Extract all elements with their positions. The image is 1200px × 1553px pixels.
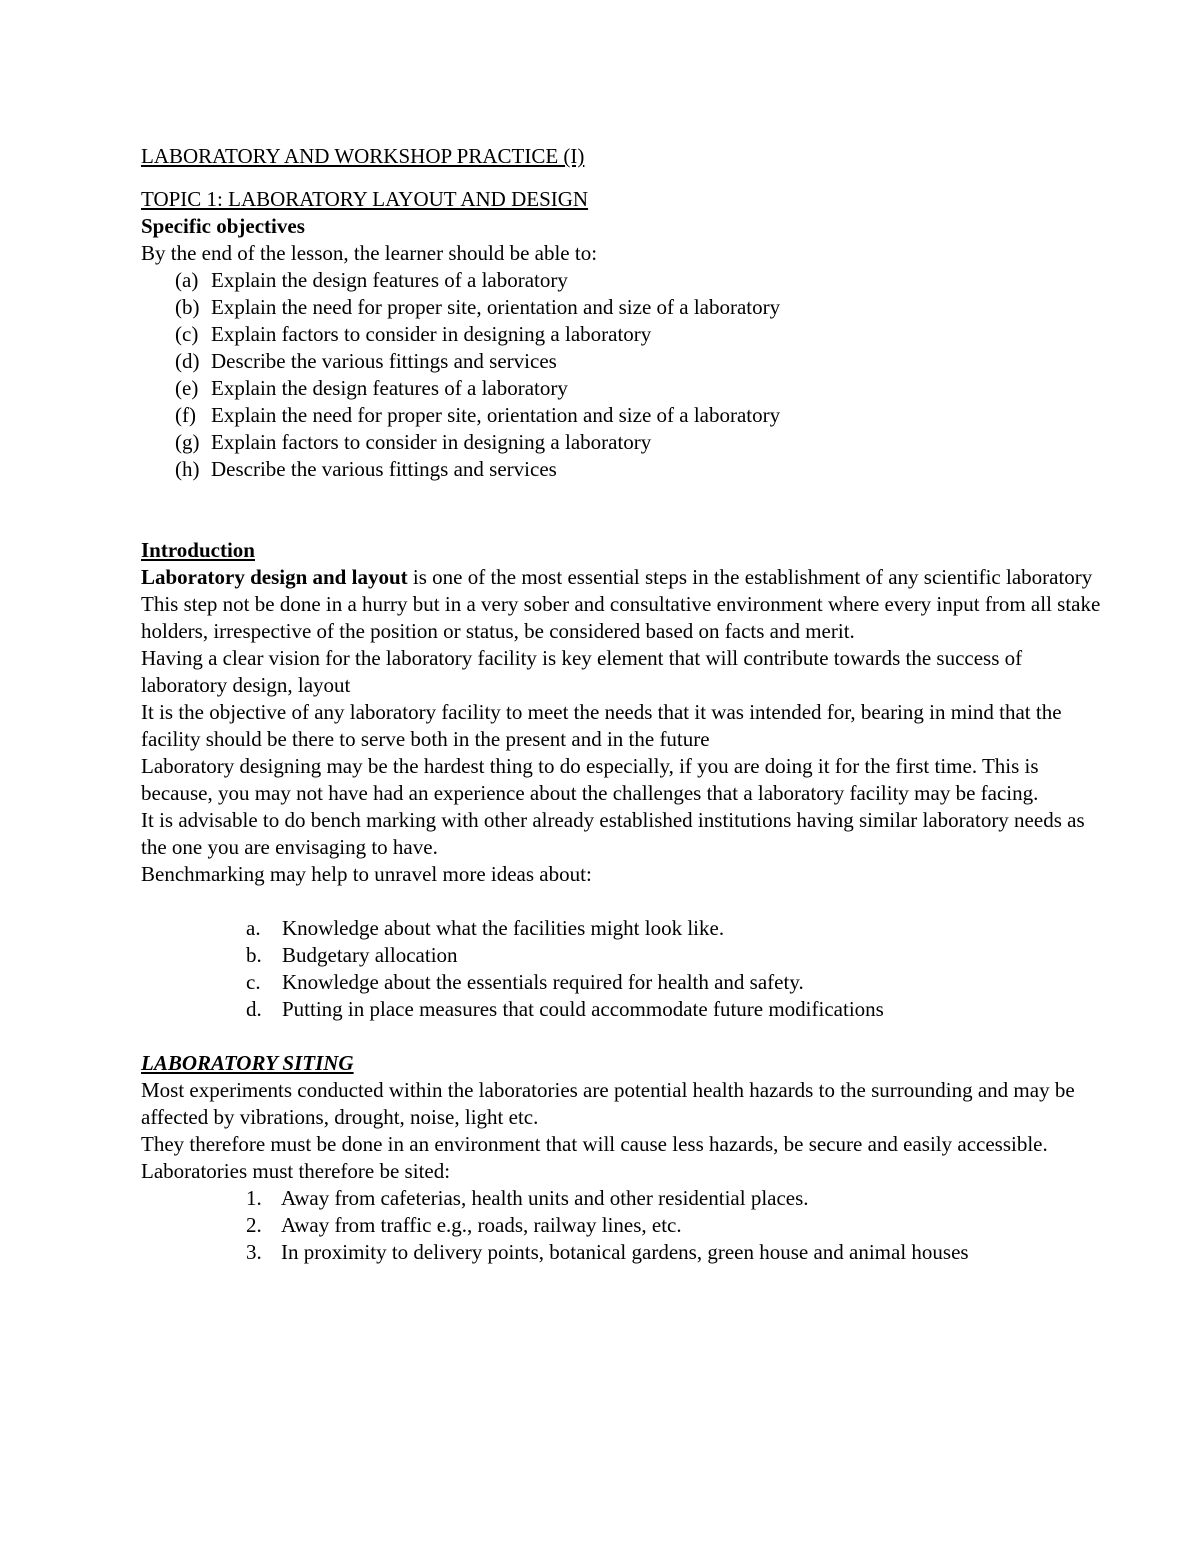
list-item-text: Explain the need for proper site, orientation and size of a laboratory (211, 295, 781, 319)
list-marker: (b) (175, 295, 200, 319)
list-item (141, 348, 1101, 375)
intro-lead-paragraph (141, 564, 1101, 591)
list-item (141, 267, 1101, 294)
list-item-text: Explain the need for proper site, orientation and size of a laboratory (211, 403, 781, 427)
list-marker: (a) (175, 268, 199, 292)
list-item-text: Putting in place measures that could accommodate future modifications (282, 997, 884, 1021)
list-item (141, 321, 1101, 348)
list-item-text: Describe the various fittings and services (211, 457, 557, 481)
topic-heading: TOPIC 1: LABORATORY LAYOUT AND DESIGN (141, 187, 589, 211)
intro-paragraph: It is the objective of any laboratory facility to meet the needs that it was intended for, bearing in mind that the facility should be there to serve both in the present and in the future (141, 700, 1062, 751)
intro-paragraph: Benchmarking may help to unravel more ideas about: (141, 862, 592, 886)
list-item (141, 402, 1101, 429)
siting-paragraph: Laboratories must therefore be sited: (141, 1159, 451, 1183)
list-item (141, 915, 1101, 942)
siting-paragraph: They therefore must be done in an environment that will cause less hazards, be secure and easily accessible. (141, 1132, 1048, 1156)
list-marker: a. (246, 916, 261, 940)
list-item (141, 1185, 1101, 1212)
list-item-text: Knowledge about the essentials required for health and safety. (282, 970, 804, 994)
document-title: LABORATORY AND WORKSHOP PRACTICE (I) (141, 144, 585, 168)
list-item (141, 942, 1101, 969)
list-item-text: Explain factors to consider in designing a laboratory (211, 322, 652, 346)
list-marker: d. (246, 997, 262, 1021)
list-item-text: Describe the various fittings and services (211, 349, 557, 373)
siting-list (141, 1185, 1101, 1266)
list-marker: (e) (175, 376, 199, 400)
list-item-text: Budgetary allocation (282, 943, 458, 967)
list-item (141, 294, 1101, 321)
list-marker: (c) (175, 322, 199, 346)
list-marker: (g) (175, 430, 200, 454)
introduction-heading: Introduction (141, 538, 255, 562)
intro-paragraph: Laboratory designing may be the hardest thing to do especially, if you are doing it for the first time. This is because, you may not have had an experience about the challenges that a laboratory facility may be facing. (141, 754, 1039, 805)
list-item-text: Explain factors to consider in designing a laboratory (211, 430, 652, 454)
intro-lead-bold: Laboratory design and layout (141, 565, 408, 589)
siting-paragraph: Most experiments conducted within the laboratories are potential health hazards to the surrounding and may be affected by vibrations, drought, noise, light etc. (141, 1078, 1075, 1129)
list-item-text: In proximity to delivery points, botanical gardens, green house and animal houses (281, 1240, 969, 1264)
list-marker: 1. (246, 1186, 262, 1210)
list-marker: (h) (175, 457, 200, 481)
siting-heading: LABORATORY SITING (141, 1051, 354, 1075)
list-item (141, 456, 1101, 483)
document-page (141, 143, 1101, 1266)
objectives-list (141, 267, 1101, 483)
benchmark-list (141, 915, 1101, 1023)
list-item-text: Explain the design features of a laboratory (211, 268, 568, 292)
list-marker: (f) (175, 403, 196, 427)
list-item (141, 429, 1101, 456)
intro-paragraph: Having a clear vision for the laboratory facility is key element that will contribute towards the success of laboratory design, layout (141, 646, 1023, 697)
list-item (141, 996, 1101, 1023)
list-marker: c. (246, 970, 261, 994)
intro-lead-text: is one of the most essential steps in the establishment of any scientific laboratory (407, 565, 1093, 589)
objectives-intro: By the end of the lesson, the learner should be able to: (141, 241, 598, 265)
list-item-text: Away from traffic e.g., roads, railway lines, etc. (281, 1213, 682, 1237)
intro-paragraph: It is advisable to do bench marking with other already established institutions having similar laboratory needs as the one you are envisaging to have. (141, 808, 1085, 859)
list-marker: b. (246, 943, 262, 967)
list-item-text: Explain the design features of a laboratory (211, 376, 568, 400)
objectives-heading: Specific objectives (141, 214, 305, 238)
list-marker: 3. (246, 1240, 262, 1264)
list-marker: (d) (175, 349, 200, 373)
list-item-text: Knowledge about what the facilities might look like. (282, 916, 725, 940)
list-item (141, 375, 1101, 402)
intro-paragraph: This step not be done in a hurry but in a very sober and consultative environment where every input from all stake holders, irrespective of the position or status, be considered based on facts and merit. (141, 592, 1101, 643)
list-item (141, 969, 1101, 996)
list-item (141, 1212, 1101, 1239)
list-item-text: Away from cafeterias, health units and other residential places. (281, 1186, 809, 1210)
list-marker: 2. (246, 1213, 262, 1237)
list-item (141, 1239, 1101, 1266)
